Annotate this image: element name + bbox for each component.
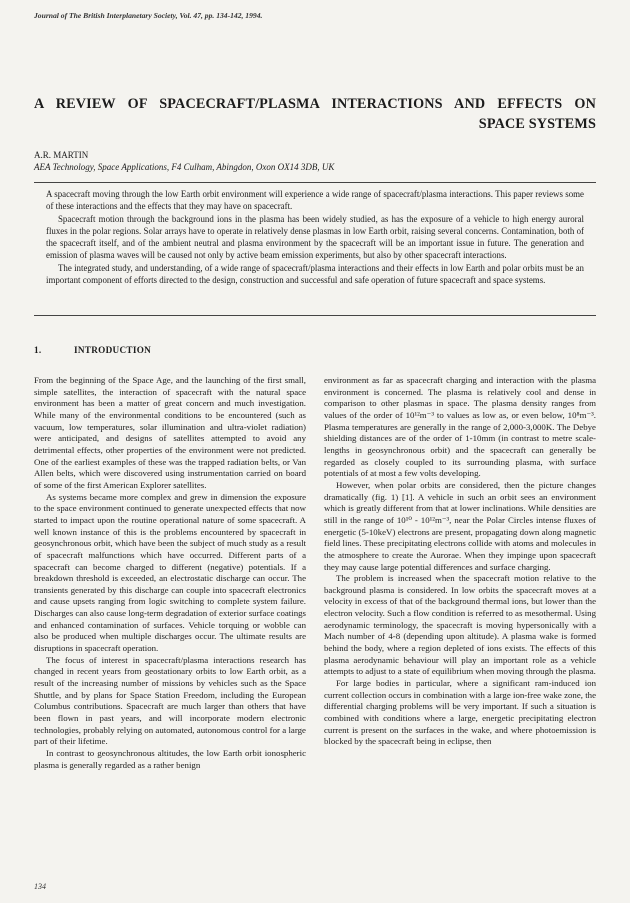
author-affiliation: AEA Technology, Space Applications, F4 Culham, Abingdon, Oxon OX14 3DB, UK <box>34 162 335 172</box>
abstract-paragraph: Spacecraft motion through the background ions in the plasma has been widely studied, as has the exposure of a vehicle to high energy auroral fluxes in the polar regions. Solar arrays have to operate in relatively dense plasmas in low Earth orbit, raising several concerns. Contamination, both of the spacecraft itself, and of the ambient neutral and plasma environment by the spacecraft will be an important issue in future. The generation and emission of plasma waves will be caused not only by active beam emission experiments, but also by other spacecraft interactions. <box>46 213 584 261</box>
section-title: INTRODUCTION <box>74 345 152 355</box>
abstract-top-rule <box>34 182 596 183</box>
author-name: A.R. MARTIN <box>34 150 89 160</box>
left-column <box>34 375 306 880</box>
body-paragraph: As systems became more complex and grew in dimension the exposure to the space environment continued to generate unexpected effects that now started to impact upon the routine operational nature of some spacecraft. A well known instance of this is the problems encountered by spacecraft in geosynchronous orbit, which have been the subject of much study as a result of spacecraft malfunctions which have occurred. Different parts of a spacecraft can become charged to different (negative) potentials. If a breakdown threshold is exceeded, an electrostatic discharge can occur. The transients generated by this discharge can couple into spacecraft electronics and cause upsets ranging from logic switching to complete system failure. Discharges can also cause long-term degradation of exterior surface coatings and enhanced contamination of surfaces. Vehicle torquing or wobble can also be produced when multiple discharges occur. The ultimate results are disruptions in spacecraft operation. <box>34 491 306 654</box>
abstract <box>46 188 584 286</box>
section-number: 1. <box>34 345 42 355</box>
body-paragraph: The problem is increased when the spacecraft motion relative to the background plasma is considered. In low orbits the spacecraft moves at a velocity in excess of that of the background thermal ions, but lower than the electron velocity. Such a flow condition is referred to as mesothermal. Using aerodynamic terminology, the spacecraft is moving hypersonically with a Mach number of 4-8 (depending upon altitude). A plasma wake is formed behind the body, where a region depleted of ions exists. The effects of this plasma aerodynamic behaviour will play an important role as a vehicle attempts to adjust to a state of equilibrium when moving through the plasma. <box>324 573 596 677</box>
page-number: 134 <box>34 882 46 891</box>
paper-title-line-1: A REVIEW OF SPACECRAFT/PLASMA INTERACTIONS AND EFFECTS ON <box>34 96 596 112</box>
abstract-bottom-rule <box>34 315 596 316</box>
body-paragraph: For large bodies in particular, where a significant ram-induced ion current collection occurs in combination with a large ion-free wake zone, the differential charging problems will be very important. If such a situation is combined with conditions where a large, energetic precipitating electron current is present on the surfaces in the wake, and where photoemission is blocked by the spacecraft being in eclipse, then <box>324 678 596 747</box>
paper-title <box>34 94 596 134</box>
abstract-paragraph: A spacecraft moving through the low Earth orbit environment will experience a wide range of spacecraft/plasma interactions. This paper reviews some of these interactions and the effects that they may have on spacecraft. <box>46 189 584 212</box>
abstract-paragraph: The integrated study, and understanding, of a wide range of spacecraft/plasma interactions and their effects in low Earth and polar orbits must be an important component of efforts directed to the design, construction and successful and safe operation of future spacecraft and space systems. <box>46 262 584 286</box>
body-paragraph: From the beginning of the Space Age, and the launching of the first small, simple satellites, the interaction of spacecraft with the natural space environment has been a matter of great concern and much investigation. While many of the environmental conditions to be encountered (such as vacuum, low temperatures, solar illumination and ultra-violet radiation) were anticipated, and designs of satellites attempted to avoid any detrimental effects, other properties of the environment were not predicted. One of the earliest examples of these was the trapped radiation belts, or Van Allen belts, which were discovered using instrumentation carried on board of some of the first American Explorer satellites. <box>34 375 306 490</box>
body-paragraph: In contrast to geosynchronous altitudes, the low Earth orbit ionospheric plasma is generally regarded as a rather benign <box>34 748 306 770</box>
paper-title-line-2: SPACE SYSTEMS <box>478 116 596 132</box>
body-paragraph: environment as far as spacecraft charging and interaction with the plasma environment is concerned. The plasma is relatively cool and dense in comparison to other plasmas in space. The plasma density ranges from values of the order of 10¹²m⁻³ to values as low as, or even below, 10⁸m⁻³. Plasma temperatures are generally in the range of 2,000-3,000K. The Debye shielding distances are of the order of 1-10mm (in contrast to metre scale-lengths in geosynchronous orbit) and the spacecraft can generally be regarded as closely coupled to its surrounding plasma, with surface potentials of at most a few volts developing. <box>324 375 596 479</box>
body-paragraph: However, when polar orbits are considered, then the picture changes dramatically (fig. 1) [1]. A vehicle in such an orbit sees an environment which is greatly different from that at lower inclinations. While densities are still in the range of 10¹⁰ - 10¹²m⁻³, near the Polar Circles intense fluxes of energetic (5-10keV) electrons are present, propagating down along magnetic field lines. These precipitating electrons collide with atoms and molecules in the atmosphere to create the Aurorae. When they impinge upon spacecraft they may cause large potential differences and surface charging. <box>324 479 596 572</box>
section-heading <box>34 345 151 355</box>
journal-citation: Journal of The British Interplanetary Society, Vol. 47, pp. 134-142, 1994. <box>34 11 263 20</box>
body-paragraph: The focus of interest in spacecraft/plasma interactions research has changed in recent years from geostationary orbits to low Earth orbit, as a result of the increasing number of missions by vehicles such as the Space Shuttle, and by plans for Space Station Freedom, including the European Columbus contributions. Spacecraft are much larger than others that have been flown in past years, and will incorporate modern electronic technologies, probably relying on automated, autonomous control for a large part of their lifetime. <box>34 654 306 747</box>
right-column <box>324 375 596 880</box>
